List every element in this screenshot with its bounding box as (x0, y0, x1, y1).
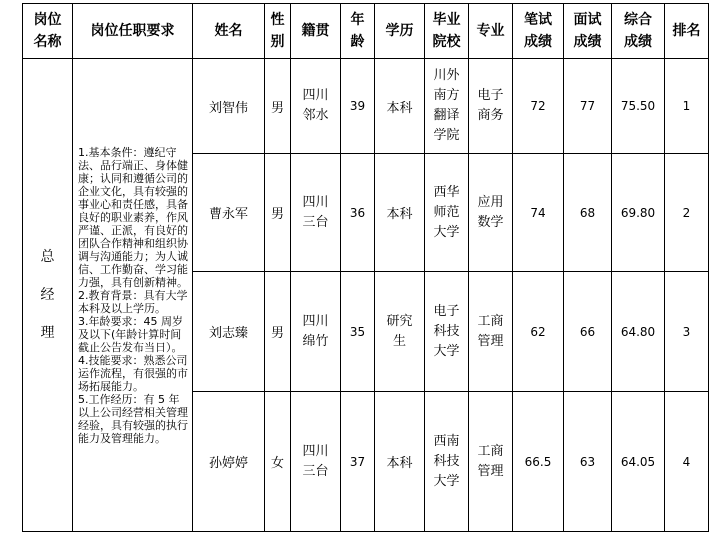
candidate-education: 研究生 (375, 272, 425, 392)
candidate-age: 35 (341, 272, 375, 392)
header-school: 毕业 院校 (425, 4, 469, 59)
header-position: 岗位 名称 (23, 4, 73, 59)
candidate-gender: 男 (265, 272, 291, 392)
candidate-name: 刘志臻 (193, 272, 265, 392)
header-origin: 籍贯 (291, 4, 341, 59)
position-title: 总 经 理 (23, 59, 73, 532)
candidate-school: 电子科技大学 (425, 272, 469, 392)
candidate-score-table (22, 3, 709, 532)
candidate-origin: 四川邻水 (291, 59, 341, 154)
candidate-age: 39 (341, 59, 375, 154)
candidate-origin: 四川三台 (291, 154, 341, 272)
table-row (23, 59, 709, 154)
interview-score: 66 (564, 272, 612, 392)
header-rank: 排名 (665, 4, 709, 59)
rank: 3 (665, 272, 709, 392)
header-requirements: 岗位任职要求 (73, 4, 193, 59)
candidate-major: 工商管理 (469, 272, 513, 392)
candidate-major: 应用数学 (469, 154, 513, 272)
interview-score: 68 (564, 154, 612, 272)
rank: 1 (665, 59, 709, 154)
candidate-education: 本科 (375, 392, 425, 532)
candidate-origin: 四川三台 (291, 392, 341, 532)
candidate-major: 工商管理 (469, 392, 513, 532)
header-gender: 性 别 (265, 4, 291, 59)
total-score: 64.80 (612, 272, 665, 392)
header-written: 笔试 成绩 (513, 4, 564, 59)
header-age: 年 龄 (341, 4, 375, 59)
candidate-school: 川外南方翻译学院 (425, 59, 469, 154)
candidate-name: 曹永军 (193, 154, 265, 272)
rank: 2 (665, 154, 709, 272)
candidate-name: 刘智伟 (193, 59, 265, 154)
rank: 4 (665, 392, 709, 532)
candidate-school: 西华师范大学 (425, 154, 469, 272)
written-score: 66.5 (513, 392, 564, 532)
total-score: 75.50 (612, 59, 665, 154)
candidate-education: 本科 (375, 59, 425, 154)
candidate-gender: 女 (265, 392, 291, 532)
header-education: 学历 (375, 4, 425, 59)
candidate-education: 本科 (375, 154, 425, 272)
written-score: 62 (513, 272, 564, 392)
candidate-major: 电子商务 (469, 59, 513, 154)
candidate-age: 36 (341, 154, 375, 272)
total-score: 69.80 (612, 154, 665, 272)
requirements-text: 1.基本条件：遵纪守法、品行端正、身体健康；认同和遵循公司的企业文化，具有较强的事业心和责任感，具备良好的职业素养，作风严谨、正派，有良好的团队合作精神和组织协调与沟通能力；为人诚信、工作勤奋、学习能力强，具有创新精神。 2.教育背景：具有大学本科及以上学历。 3.年龄要求：45 周岁及以下(年龄计算时间截止公告发布当日）。 4.技能要求：熟悉公司运作流程，有很强的市场拓展能力。 5.工作经历：有 5 年以上公司经营相关管理经验，具有较强的执行能力及管理能力。 (73, 59, 193, 532)
candidate-age: 37 (341, 392, 375, 532)
candidate-gender: 男 (265, 59, 291, 154)
candidate-gender: 男 (265, 154, 291, 272)
candidate-name: 孙婷婷 (193, 392, 265, 532)
header-row (23, 4, 709, 59)
header-major: 专业 (469, 4, 513, 59)
candidate-school: 西南科技大学 (425, 392, 469, 532)
header-name: 姓名 (193, 4, 265, 59)
interview-score: 63 (564, 392, 612, 532)
written-score: 72 (513, 59, 564, 154)
header-interview: 面试 成绩 (564, 4, 612, 59)
total-score: 64.05 (612, 392, 665, 532)
candidate-origin: 四川绵竹 (291, 272, 341, 392)
header-total: 综合 成绩 (612, 4, 665, 59)
written-score: 74 (513, 154, 564, 272)
interview-score: 77 (564, 59, 612, 154)
